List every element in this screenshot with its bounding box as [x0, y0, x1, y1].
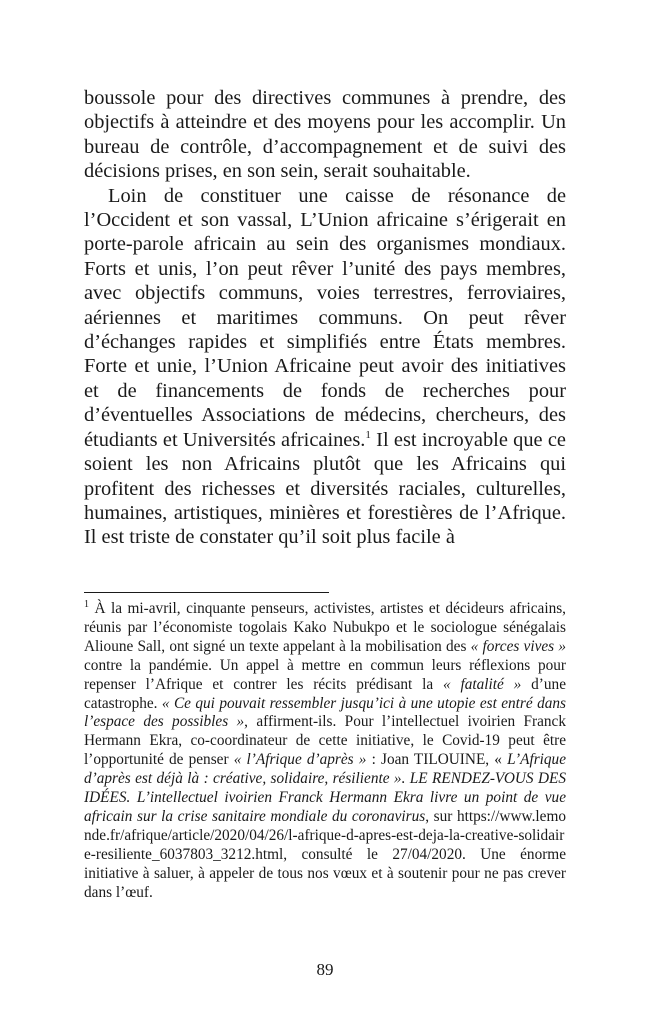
footnote-1 — [84, 600, 566, 903]
footnote-text: À la mi-avril, cinquante penseurs, activistes, artistes et décideurs africains, réunis par l’économiste togolais Kako Nubukpo et le sociologue sénégalais Alioune Sall, ont signé un texte appelant à la mobilisation des — [84, 600, 566, 655]
footnote-text: , consulté le 27/04/2020. Une énorme initiative à saluer, à appeler de tous nos vœux et à soutenir pour ne pas crever dans l’œuf. — [84, 845, 566, 901]
footnote-article-title: L’Afrique d’après est déjà là : créative, solidaire, résiliente ». LE RENDEZ-VOUS DES IDÉES. L’intellectuel ivoirien Franck Hermann Ekra livre un point de vue africain sur la crise sanitaire mondiale du coronavirus — [84, 751, 566, 825]
page-number: 89 — [316, 960, 334, 979]
footnote-url-link[interactable]: https://www.lemonde.fr/afrique/article/2020/04/26/l-afrique-d-apres-est-deja-la-creative-solidaire-resiliente_6037803_3212.html — [84, 807, 566, 863]
paragraph-2-continuation: Il est incroyable que ce soient les non Africains plutôt que les Africains qui profitent des richesses et diversités raciales, culturelles, humaines, artistiques, minières et forestières de l’Afrique. Il est triste de constater qu’il soit plus facile à — [84, 428, 566, 549]
footnote-reference[interactable]: 1 — [365, 428, 371, 441]
footnote-text: : Joan TILOUINE, « — [366, 751, 508, 769]
footnote-text: d’une catastrophe. — [84, 675, 566, 712]
footnote-quote: « forces vives » — [470, 637, 566, 655]
footnote-text: , sur — [425, 807, 457, 825]
footnote-separator — [84, 592, 329, 593]
paragraph-1: boussole pour des directives communes à prendre, des objectifs à atteindre et des moyens pour les accomplir. Un bureau de contrôle, d’accompagnement et de suivi des décisions prises, en son sein, serait souhaitable. — [84, 87, 566, 183]
footnote-text: , affirment-ils. Pour l’intellectuel ivoirien Franck Hermann Ekra, co-coordinateur de cette initiative, le Covid-19 peut être l’opportunité de penser — [84, 713, 566, 769]
footnote-quote: « l’Afrique d’après » — [233, 751, 367, 769]
footnote-quote: « fatalité » — [443, 675, 522, 693]
footnote-text: contre la pandémie. Un appel à mettre en commun leurs réflexions pour repenser l’Afrique et contrer les récits prédisant la — [84, 656, 566, 693]
paragraph-2-text: Loin de constituer une caisse de résonance de l’Occident et son vassal, L’Union africaine s’érigerait en porte-parole africain au sein des organismes mondiaux. Forts et unis, l’on peut rêver l’unité des pays membres, avec objectifs communs, voies terrestres, ferroviaires, aériennes et maritimes communs. On peut rêver d’échanges rapides et simplifiés entre États membres. Forte et unie, l’Union Africaine peut avoir des initiatives et de financements de fonds de recherches pour d’éventuelles Associations de médecins, chercheurs, des étudiants et Universités africaines. — [84, 184, 566, 451]
footnote-quote: « Ce qui pouvait ressembler jusqu’ici à une utopie est entré dans l’espace des possibles » — [84, 694, 566, 731]
main-text — [84, 86, 566, 550]
footnote-mark: 1 — [84, 598, 89, 610]
paragraph-2 — [84, 184, 566, 550]
